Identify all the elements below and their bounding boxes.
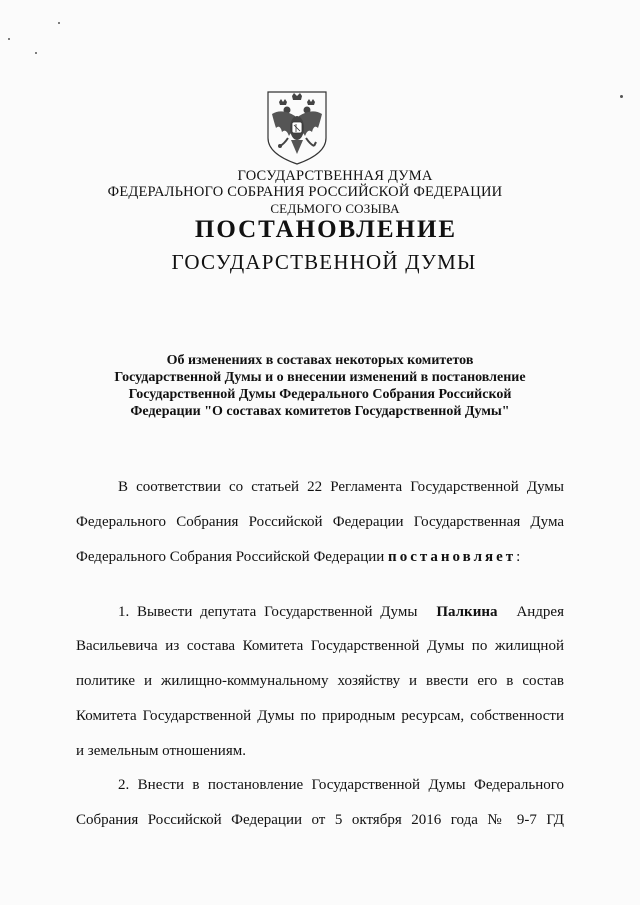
- preamble-line-final: [76, 549, 564, 566]
- item-2-line: 2. Внести в постановление Государственной Думы Федерального: [118, 777, 564, 793]
- preamble-line: Федерального Собрания Российской Федерации Государственная Дума: [76, 514, 564, 530]
- header-line-3: СЕДЬМОГО СОЗЫВА: [270, 201, 400, 216]
- scan-speck: [620, 95, 623, 98]
- preamble-text: Федерального Собрания Российской Федерации: [76, 549, 385, 565]
- item-1-line: и земельным отношениям.: [76, 743, 246, 759]
- scan-speck: [58, 22, 60, 24]
- document-title: ПОСТАНОВЛЕНИЕ: [194, 216, 458, 243]
- item-1-text: 1. Вывести депутата Государственной Думы: [118, 604, 418, 620]
- item-1-line-1: [118, 604, 564, 621]
- state-emblem-icon: [262, 88, 332, 166]
- deputy-surname: Палкина: [436, 604, 498, 620]
- preamble-colon: :: [516, 549, 521, 565]
- subject-line: Об изменениях в составах некоторых комитетов: [166, 353, 474, 368]
- preamble-keyword: постановляет: [388, 549, 517, 565]
- scan-speck: [35, 52, 37, 54]
- preamble-line: В соответствии со статьей 22 Регламента Государственной Думы: [118, 479, 564, 495]
- header-line-2: ФЕДЕРАЛЬНОГО СОБРАНИЯ РОССИЙСКОЙ ФЕДЕРАЦИИ: [107, 184, 503, 200]
- subject-line: Федерации "О составах комитетов Государственной Думы": [130, 404, 510, 419]
- resolution-subject: [0, 352, 640, 420]
- subject-line: Государственной Думы Федерального Собрания Российской: [128, 387, 512, 402]
- item-1-line: Васильевича из состава Комитета Государственной Думы по жилищной: [76, 638, 564, 654]
- item-1-line: Комитета Государственной Думы по природным ресурсам, собственности: [76, 708, 564, 724]
- deputy-name: Андрея: [516, 604, 564, 620]
- subject-line: Государственной Думы и о внесении изменений в постановление: [114, 370, 526, 385]
- item-1-line: политике и жилищно-коммунальному хозяйству и ввести его в состав: [76, 673, 564, 689]
- scan-speck: [8, 38, 10, 40]
- header-line-1: ГОСУДАРСТВЕННАЯ ДУМА: [237, 168, 433, 184]
- document-subtitle: ГОСУДАРСТВЕННОЙ ДУМЫ: [171, 250, 477, 274]
- item-2-line: Собрания Российской Федерации от 5 октября 2016 года № 9-7 ГД: [76, 812, 564, 828]
